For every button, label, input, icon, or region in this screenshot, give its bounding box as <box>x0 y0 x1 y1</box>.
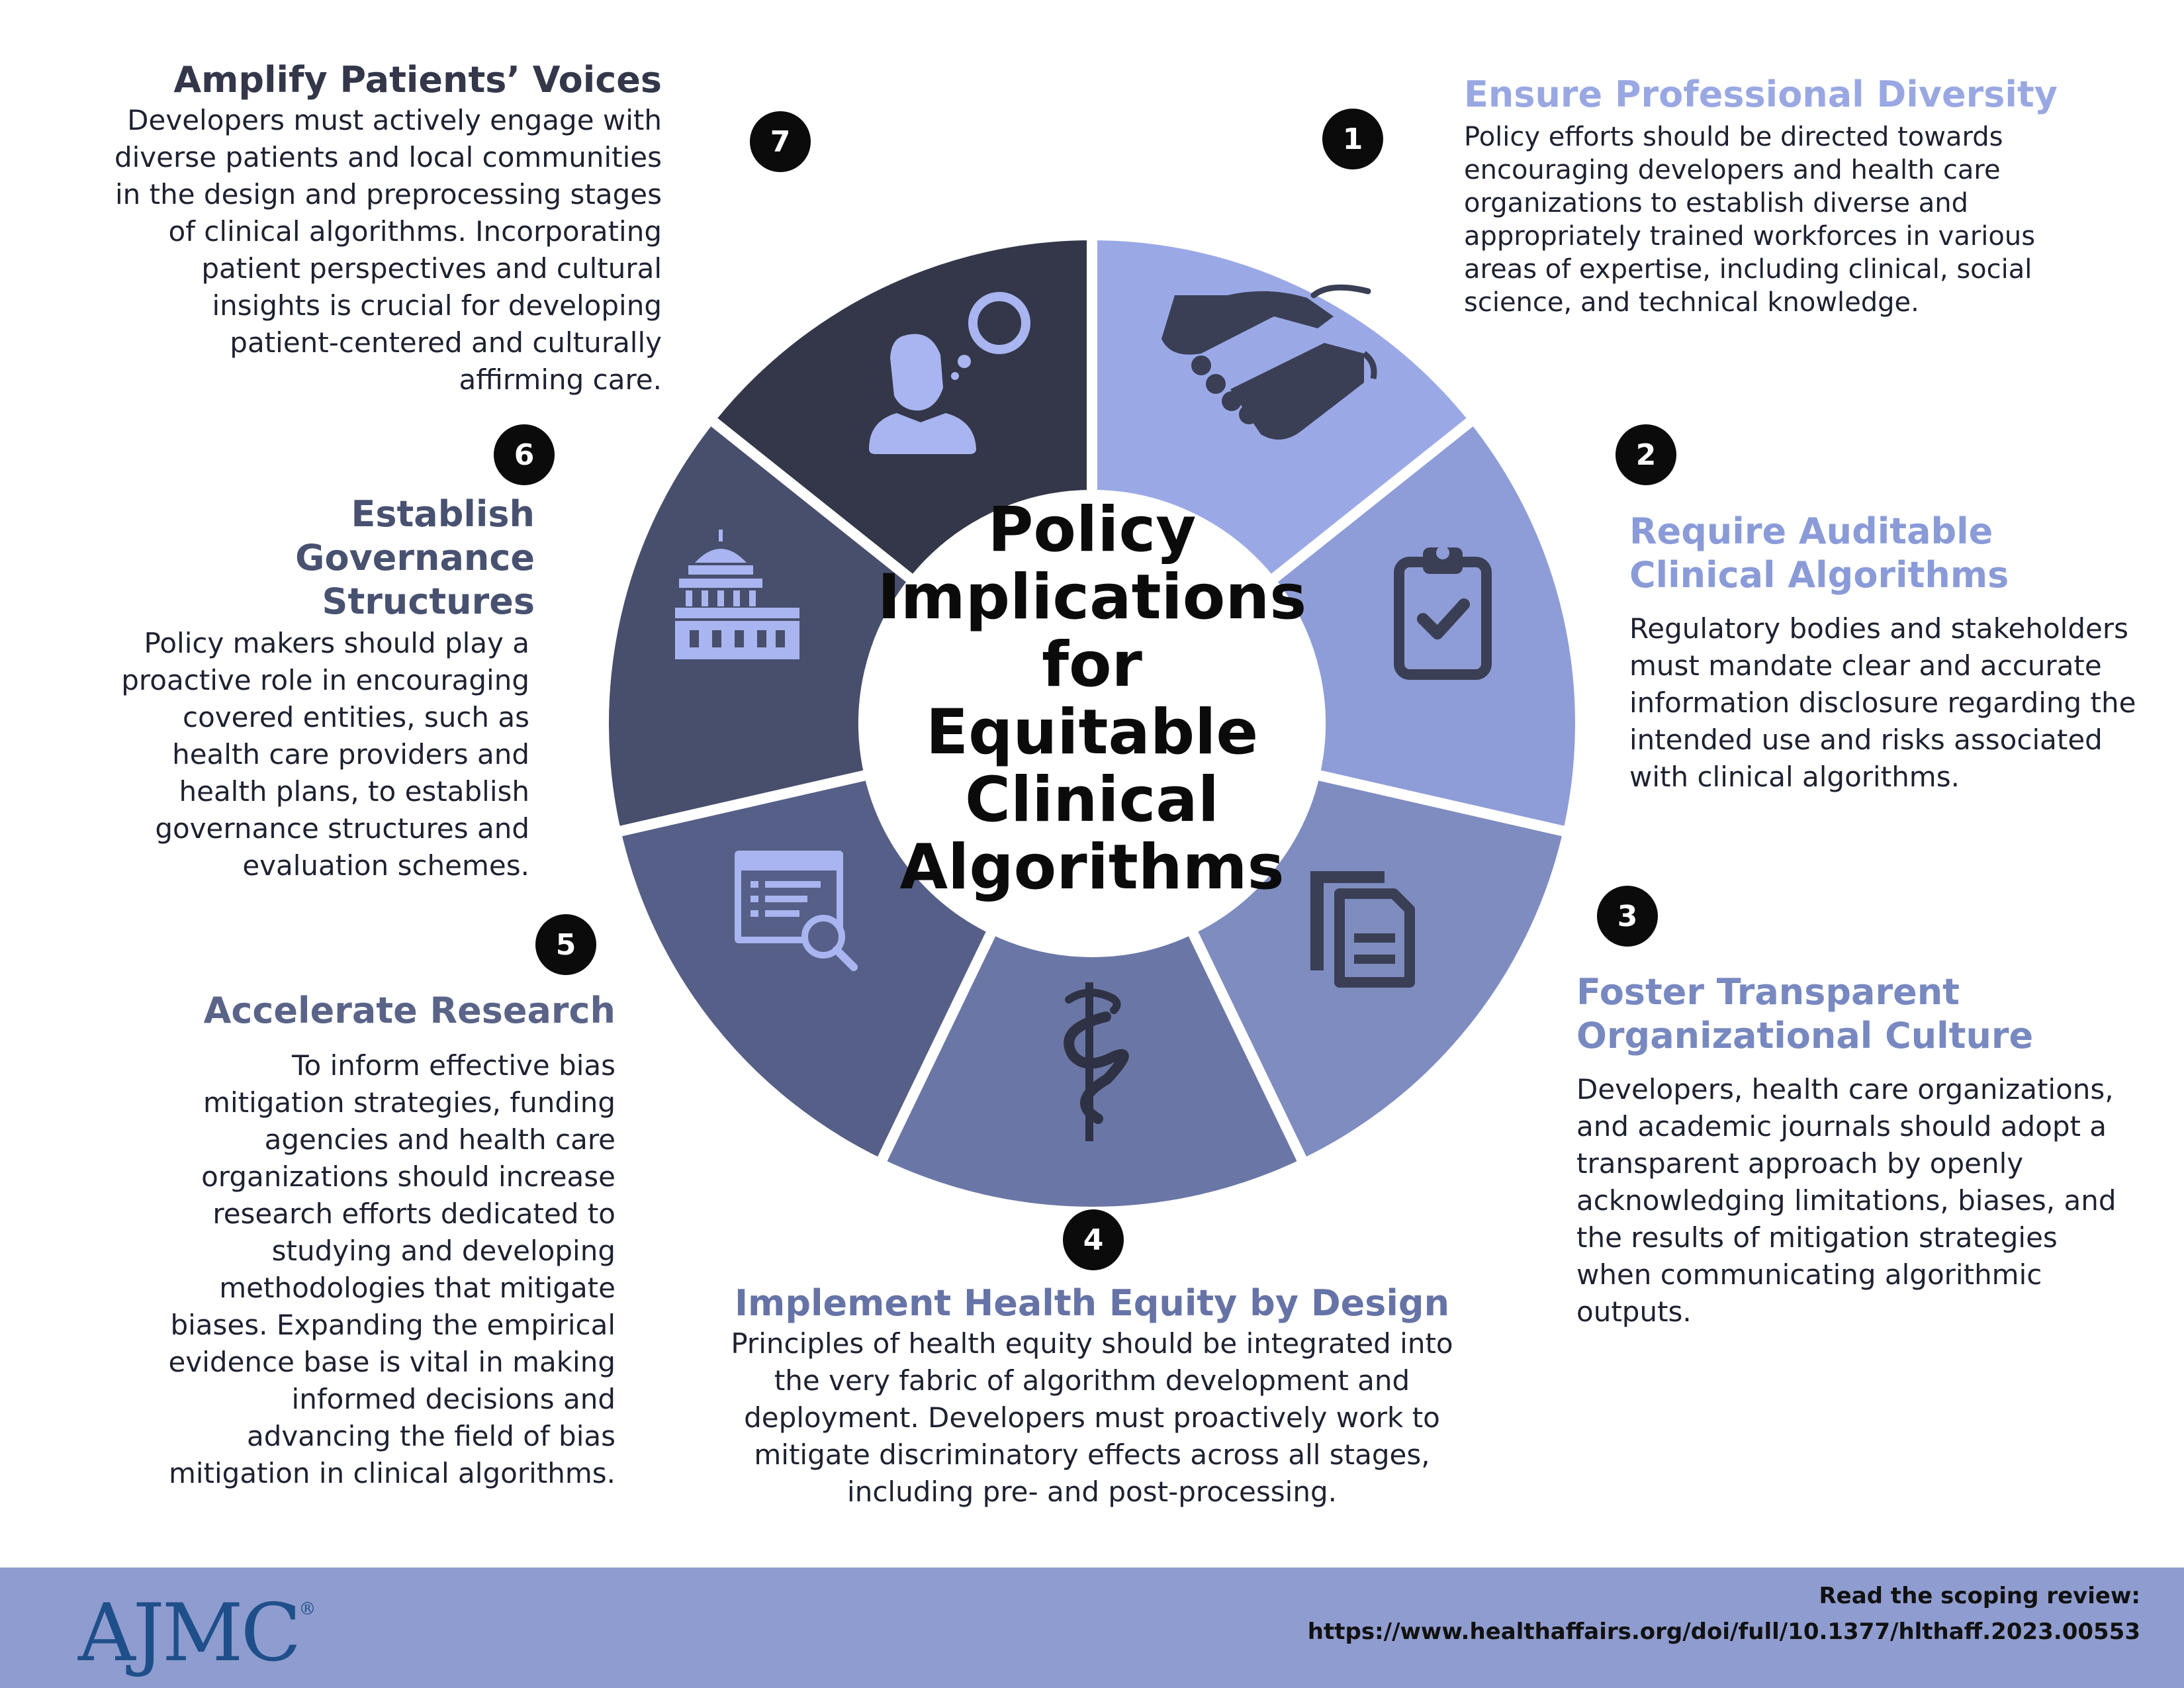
step-badge-6: 6 <box>494 424 555 485</box>
logo-text: AJMC <box>78 1587 299 1679</box>
step-1-heading <box>1464 73 2132 117</box>
step-4-title: Implement Health Equity by Design <box>734 1282 1450 1324</box>
step-2-body: Regulatory bodies and stakeholders must mandate clear and accurate information disclosure regarding the intended use and risks associated with clinical algorithms. <box>1629 612 2136 793</box>
step-badge-2: 2 <box>1615 424 1676 485</box>
step-5-title: Accelerate Research <box>203 990 615 1031</box>
step-4-block <box>728 1282 1456 1511</box>
step-badge-5: 5 <box>535 914 596 975</box>
step-3-title-line-1: Foster Transparent <box>1576 971 1960 1013</box>
step-5-block <box>146 989 615 1492</box>
step-badge-7: 7 <box>750 111 811 172</box>
step-4-heading <box>728 1282 1456 1325</box>
logo-registered-mark: ® <box>298 1599 316 1619</box>
step-6-body: Policy makers should play a proactive role in encouraging covered entities, such as health care providers and health plans, to establish governance structures and evaluation schemes. <box>121 627 529 882</box>
step-7-heading <box>106 58 662 102</box>
footer-review-link <box>1308 1578 2140 1650</box>
step-2-title-line-1: Require Auditable <box>1629 510 1993 552</box>
step-1-title: Ensure Professional Diversity <box>1464 73 2058 115</box>
step-4-body: Principles of health equity should be integrated into the very fabric of algorithm development and deployment. Developers must proactively work to mitigate discriminatory effects across all stages, including pre- and post-processing. <box>731 1327 1453 1508</box>
step-2-block <box>1629 510 2159 796</box>
step-badge-3: 3 <box>1597 886 1658 947</box>
step-7-title: Amplify Patients’ Voices <box>173 59 662 101</box>
step-6-title-line-1: Establish Governance <box>295 493 535 579</box>
step-6-heading <box>106 492 535 624</box>
review-url-link[interactable]: https://www.healthaffairs.org/doi/full/10.1377/hlthaff.2023.00553 <box>1307 1618 2140 1645</box>
ajmc-logo <box>78 1587 316 1679</box>
step-badge-4: 4 <box>1063 1209 1124 1270</box>
step-5-heading <box>146 989 615 1033</box>
step-5-body: To inform effective bias mitigation strategies, funding agencies and health care organizations should increase research efforts dedicated to studying and developing methodologies that mitigate biases. Expanding the empirical evidence base is vital in making informed decisions and advancing the field of bias mitigation in clinical algorithms. <box>168 1049 615 1489</box>
step-3-title-line-2: Organizational Culture <box>1576 1015 2034 1056</box>
step-2-heading <box>1629 510 2159 597</box>
step-7-body: Developers must actively engage with diverse patients and local communities in the design and preprocessing stages of clinical algorithms. Incorporating patient perspectives and cultural insights is crucial for developing patient-centered and culturally affirming care. <box>114 104 662 396</box>
read-review-label: Read the scoping review: <box>1819 1583 2140 1609</box>
step-3-heading <box>1576 970 2146 1058</box>
step-7-block <box>106 58 662 399</box>
center-title: Policy Implications for Equitable Clinical Algorithms <box>877 494 1307 904</box>
step-6-title-line-2: Structures <box>322 581 535 622</box>
step-1-block <box>1464 73 2132 319</box>
step-1-body: Policy efforts should be directed towards encouraging developers and health care organizations to establish diverse and appropriately trained workforces in various areas of expertise, including clinical, social science, and technical knowledge. <box>1464 122 2036 318</box>
step-2-title-line-2: Clinical Algorithms <box>1629 554 2009 596</box>
step-6-block <box>106 492 535 884</box>
step-badge-1: 1 <box>1322 109 1383 169</box>
step-3-block <box>1576 970 2146 1331</box>
step-3-body: Developers, health care organizations, and academic journals should adopt a transparent approach by openly acknowledging limitations, biases, and the results of mitigation strategies when communicating algorithmic outputs. <box>1576 1073 2116 1328</box>
